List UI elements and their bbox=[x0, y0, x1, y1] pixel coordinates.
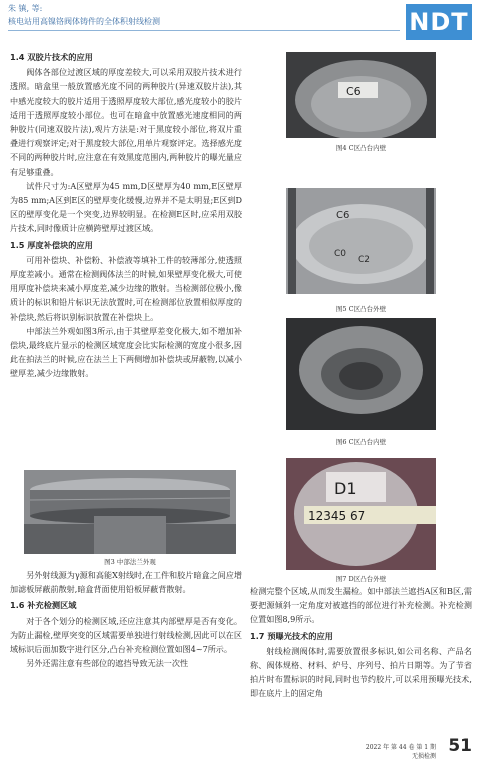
section-1-4-title: 1.4 双胶片技术的应用 bbox=[10, 52, 93, 62]
figure-4-photo bbox=[286, 52, 436, 138]
figure-6-caption: 图6 C区凸台内壁 bbox=[335, 438, 387, 446]
figure-5-marker-1: C6 bbox=[336, 210, 350, 221]
section-1-4-paragraph-1: 阀体各部位过渡区域的厚度差较大,可以采用双胶片技术进行透照。暗盒里一般放置感光度不同的两种胶片(异速双胶片法),其中感光度较大的胶片适用于透照厚度较大部位,感光度较小的胶片适用于透照厚度较小部位。也可在暗盒中放置感光速度相同的两种胶片(同速双胶片法),观片方法是:对于黑度较小部位,将双片重叠进行观察评定;对于黑度较大部位,用单片观察评定。选择感光度不同的两种胶片时,应注意在有效黑度范围内,两种胶片的曝光量应有足够重叠。 bbox=[10, 67, 242, 177]
header-rule bbox=[8, 30, 400, 31]
figure-4-caption: 图4 C区凸台内壁 bbox=[335, 144, 387, 152]
figure-7-caption: 图7 D区凸台外壁 bbox=[335, 575, 387, 583]
section-1-6-title: 1.6 补充检测区域 bbox=[10, 600, 77, 611]
section-1-6-paragraph-2: 另外还需注意有些部位的遮挡导致无法一次性 bbox=[26, 658, 189, 669]
section-1-5-paragraph-1: 可用补偿块、补偿粉、补偿液等填补工件的较薄部分,使透照厚度差减小。通常在检测阀体法兰的时候,如果壁厚变化极大,可使用厚度补偿块来减小厚度差,减少边缘的散射。当检测部位极小,像质计的标识和铅片标识无法放置时,可在检测部位放置相似厚度的补偿块,然后将识别标识放置在补偿块上。 bbox=[10, 254, 242, 322]
figure-7-photo bbox=[286, 458, 436, 570]
figure-5-caption: 图5 C区凸台外壁 bbox=[335, 305, 387, 313]
journal-logo: NDT bbox=[406, 4, 472, 40]
left-column-top bbox=[10, 48, 242, 381]
figure-5-marker-3: C2 bbox=[358, 255, 371, 265]
footer-journal-line: 2022 年 第 44 卷 第 1 期 bbox=[365, 744, 436, 751]
right-column-text bbox=[250, 584, 472, 701]
left-column-bottom bbox=[10, 568, 242, 670]
section-1-5-paragraph-2: 中部法兰外观如图3所示,由于其壁厚差变化极大,如不增加补偿块,最终底片显示的检测区域宽度会比实际检测的宽度小很多,因此在拍法兰的时候,应在法兰上下两侧增加补偿块或屏蔽物,以减小壁厚差,减少边缘散射。 bbox=[10, 325, 242, 379]
shielding-paragraph: 另外射线源为γ源和高能X射线时,在工件和胶片暗盒之间应增加滤板屏蔽前散射,暗盒背面使用铅板屏蔽背散射。 bbox=[10, 570, 242, 595]
page-number: 51 bbox=[448, 736, 472, 756]
figure-7-marker: D1 bbox=[334, 479, 357, 498]
figure-3-caption: 图3 中部法兰外观 bbox=[104, 558, 156, 566]
page-header bbox=[0, 0, 480, 44]
section-1-6-paragraph-1: 对于各个划分的检测区域,还应注意其内部壁厚是否有变化。为防止漏检,壁厚突变的区域需要单独进行射线检测,因此可以在区域标识后面加数字进行区分,凸台补充检测位置如图4~7所示。 bbox=[10, 615, 242, 655]
footer-journal-name: 无损检测 bbox=[411, 753, 436, 760]
header-subtitle: 核电站用高镍铬阀体铸件的全体积射线检测 bbox=[8, 17, 160, 26]
section-1-7-paragraph-1: 射线检测阀体时,需要放置很多标识,如公司名称、产品名称、阀体规格、材料、炉号、序列号、拍片日期等。为了节省拍片时布置标识的时间,同时也节约胶片,可以采用预曝光技术,即在底片上的固定角 bbox=[250, 645, 472, 699]
section-1-7-title: 1.7 预曝光技术的应用 bbox=[250, 630, 333, 641]
header-authors: 朱 镇, 等: bbox=[8, 4, 43, 13]
figure-7-ruler: 12345 67 bbox=[308, 509, 366, 523]
section-1-5-title: 1.5 厚度补偿块的应用 bbox=[10, 239, 93, 250]
figure-5-photo bbox=[286, 188, 436, 294]
figure-5-marker-2: C0 bbox=[334, 249, 347, 259]
figure-3-flange-photo bbox=[24, 470, 236, 554]
figure-6-photo bbox=[286, 318, 436, 430]
supplementary-inspection-paragraph: 检测完整个区域,从而发生漏检。如中部法兰遮挡A区和B区,需要把源倾斜一定角度对被遮挡的部位进行补充检测。补充检测位置如图8,9所示。 bbox=[250, 586, 472, 625]
figure-4-marker: C6 bbox=[346, 85, 361, 98]
section-1-4-paragraph-2: 试件尺寸为:A区壁厚为45 mm,D区壁厚为40 mm,E区壁厚为85 mm;A区到E区的壁厚变化缓慢,边界并不是太明显;E区到D区的壁厚变化是一个突变,边界较明显。在检测E区时,应采用双胶片技术,同时像质计应横跨壁厚过渡区域。 bbox=[10, 180, 242, 234]
